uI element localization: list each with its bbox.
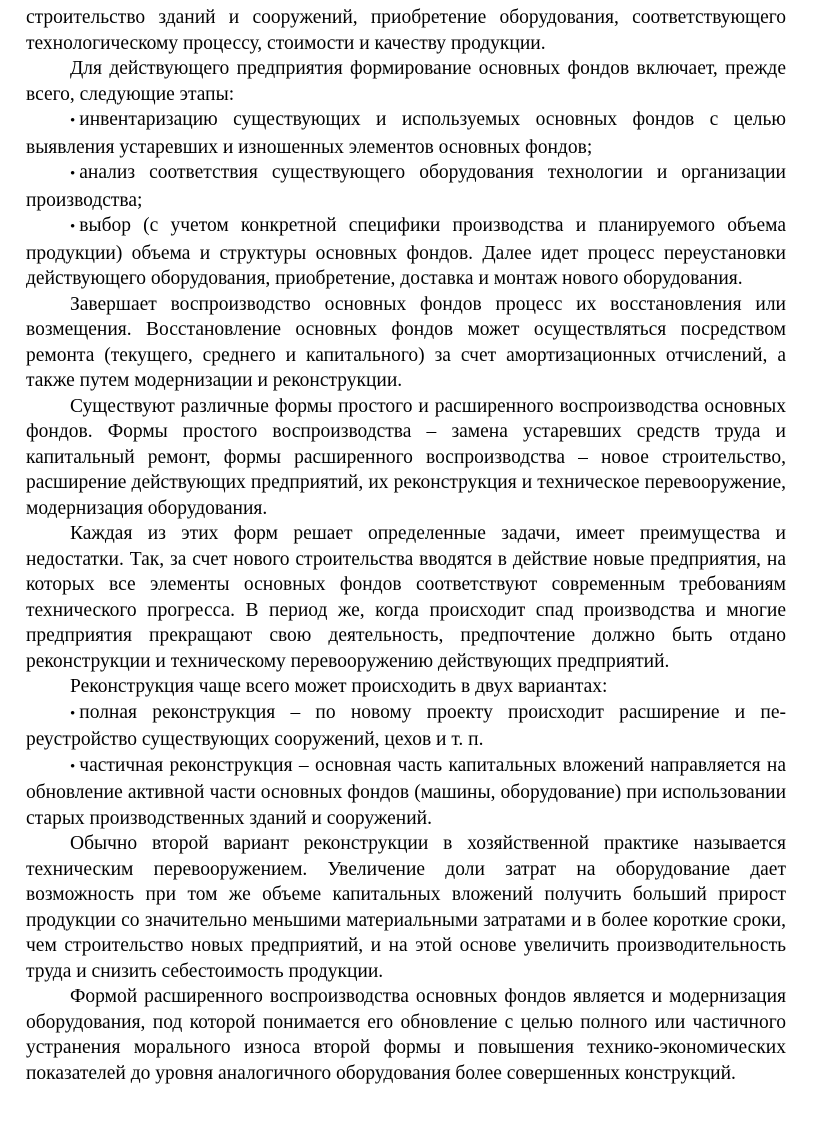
bullet-item-text: полная реконструкция – по новому проекту происходит расширение и переустройство существующих сооружений, цехов и т. п.: [26, 701, 786, 750]
bullet-item-5: [26, 753, 786, 832]
bullet-item-text: инвентаризацию существующих и используемых основных фондов с целью выявления устаревших и изношенных элементов основных фондов;: [26, 109, 786, 158]
bullet-item-text: выбор (с учетом конкретной специфики производства и планируемого объема продукции) объема и структуры основных фондов. Далее идет процесс переустановки действующего оборудования, приобретение, доставка и монтаж нового оборудования.: [26, 215, 786, 289]
bullet-icon: •: [70, 219, 76, 235]
bullet-icon: •: [70, 113, 76, 129]
bullet-icon: •: [70, 758, 76, 775]
bullet-item-2: [26, 160, 786, 213]
paragraph-1: строительство зданий и сооружений, приобретение оборудования, соответствующего технологическому процессу, стоимости и качеству продукции.: [26, 7, 786, 54]
paragraph-4: Существуют различные формы простого и расширенного воспроизводства основных фондов. Формы простого воспроизводства – замена устаревших средств труда и капитальный ремонт, формы расширенного воспроизводства – новое строительство, расширение действующих предприятий, их реконструкция и техническое перевооружение, модернизация оборудования.: [26, 395, 786, 519]
paragraph-3: Завершает воспроизводство основных фондов процесс их восстановления или возмещения. Восстановление основных фондов может осуществляться посредством ремонта (текущего, среднего и капитального) за счет амортизационных отчислений, а также путем модернизации и реконструкции.: [26, 293, 786, 391]
bullet-icon: •: [70, 166, 76, 182]
paragraph-2: Для действующего предприятия формирование основных фондов включает, прежде всего, следующие этапы:: [26, 58, 786, 105]
bullet-item-text: анализ соответствия существующего оборудования технологии и организации производства;: [26, 162, 786, 211]
paragraph-7: Обычно второй вариант реконструкции в хозяйственной практике называется техническим перевооружением. Увеличение доли затрат на оборудование дает возможность при том же объеме капитальных вложений получить больший прирост продукции со значительно меньшими материальными затратами и в более короткие сроки, чем строительство новых предприятий, и на этой основе увеличить производительность труда и снизить себестоимость продукции.: [26, 833, 786, 982]
paragraph-6: Реконструкция чаще всего может происходить в двух вариантах:: [70, 676, 608, 697]
paragraph-5: Каждая из этих форм решает определенные задачи, имеет преимущества и недостатки. Так, за счет нового строительства вводятся в действие новые предприятия, на которых все элементы основных фондов соответствуют современным требованиям технического прогресса. В период же, когда происходит спад производства и многие предприятия прекращают свою деятельность, предпочтение должно быть отдано реконструкции и техническому перевооружению действующих предприятий.: [26, 523, 786, 672]
bullet-icon: •: [70, 705, 76, 722]
bullet-item-4: [26, 700, 786, 753]
document-page: [26, 5, 786, 1086]
bullet-item-3: [26, 213, 786, 292]
bullet-item-1: [26, 107, 786, 160]
paragraph-8: Формой расширенного воспроизводства основных фондов является и модернизация оборудования, под которой понимается его обновление с целью полного или частичного устранения морального износа второй формы и повышения технико-экономических показателей до уровня аналогичного оборудования более совершенных конструкций.: [26, 986, 786, 1084]
bullet-item-text: частичная реконструкция – основная часть капитальных вложений направляется на обновление активной части основных фондов (машины, оборудование) при использовании старых производственных зданий и сооружений.: [26, 754, 786, 829]
